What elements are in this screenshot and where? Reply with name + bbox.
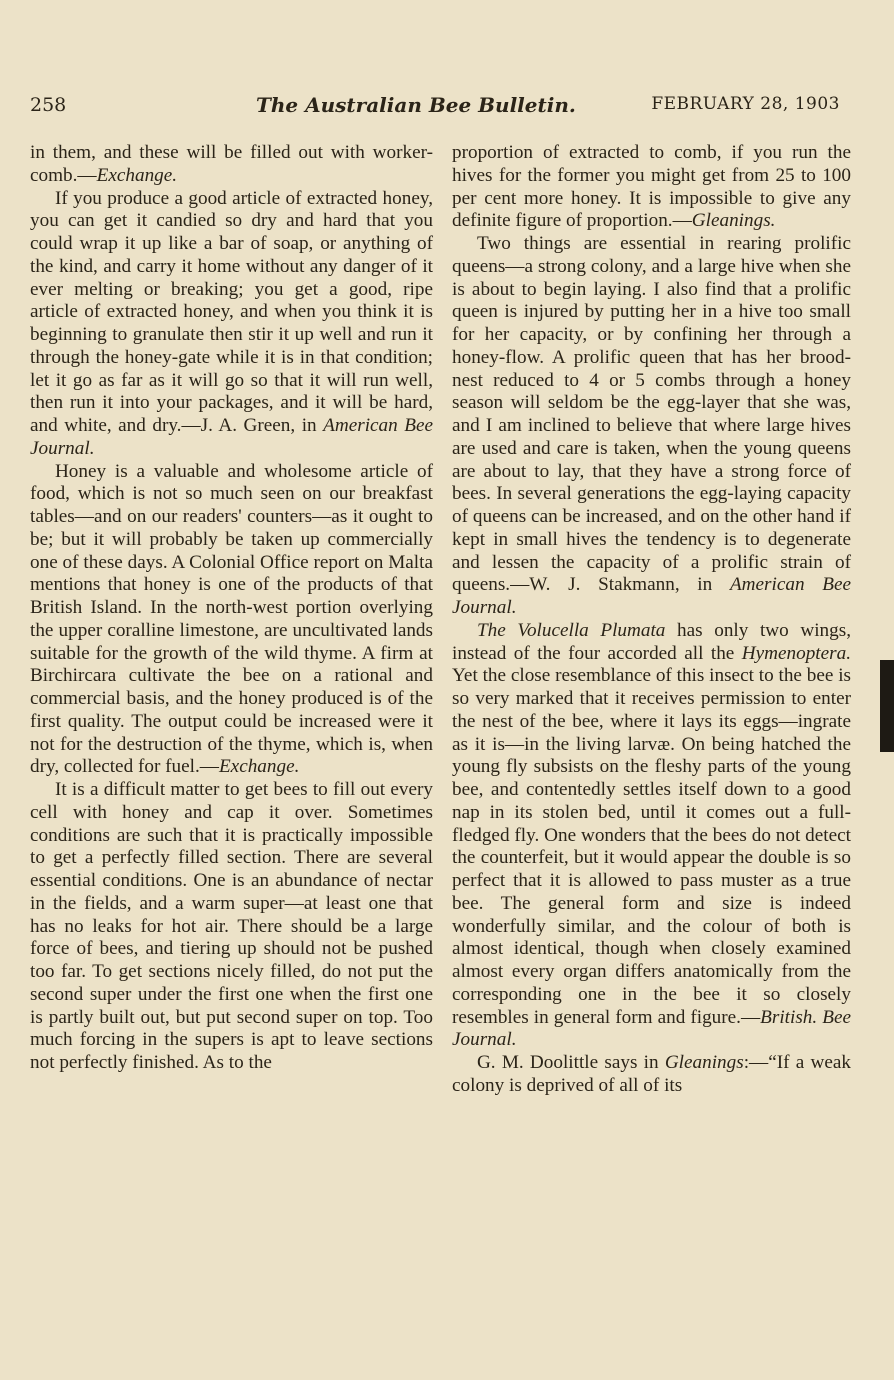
paragraph: Honey is a valuable and wholesome article of food, which is not so much seen on our breakfast tables—and on our readers' counters—as it ought to be; but it will probably be taken up commercially one of these days. A Colonial Office report on Malta mentions that honey is one of the products of that British Island. In the north-west portion overlying the upper coralline limestone, are uncultivated lands suitable for the growth of the wild thyme. A firm at Birchircara cultivate the bee on a rational and commercial basis, and the honey produced is of the first quality. The output could be increased were it not for the destruction of the thyme, which is, when dry, collected for fuel.—Exchange. xyxy=(30,460,433,778)
paragraph: If you produce a good article of extracted honey, you can get it candied so dry and hard that you could wrap it up like a bar of soap, or anything of the kind, and carry it home without any danger of it ever melting or breaking; you get a good, ripe article of extracted honey, and when you think it is beginning to granulate then stir it up well and run it through the honey-gate while it is in that condition; let it go as far as it will go so that it will run well, then run it into your packages, and it will be hard, and white, and dry.—J. A. Green, in American Bee Journal. xyxy=(30,187,433,459)
left-column xyxy=(30,142,433,1075)
publication-title: The Australian Bee Bulletin. xyxy=(256,93,576,117)
page-number: 258 xyxy=(30,94,67,116)
paragraph: G. M. Doolittle says in Gleanings:—“If a weak colony is deprived of all of its xyxy=(452,1052,851,1096)
source-citation: Gleanings. xyxy=(691,210,776,232)
source-citation: Exchange. xyxy=(218,756,300,778)
paragraph: The Volucella Plumata has only two wings, instead of the four accorded all the Hymenoptera. Yet the close resemblance of this insect to the bee is so very marked that it receives permission to enter the nest of the bee, where it lays its eggs—ingrate as it is—in the living larvæ. On being hatched the young fly subsists on the fleshy parts of the young bee, and contentedly settles itself down to a good nap in its stolen bed, until it comes out a full-fledged fly. One wonders that the bees do not detect the counterfeit, but it would appear the double is so perfect that it is allowed to pass muster as a true bee. The general form and size is indeed wonderfully similar, and the colour of both is almost identical, though when closely examined almost every organ differs anatomically from the corresponding one in the bee it so closely resembles in general form and figure.—British. Bee Journal. xyxy=(452,619,852,1051)
paragraph: proportion of extracted to comb, if you run the hives for the former you might get from 25 to 100 per cent more honey. It is impossible to give any definite figure of proportion.—Gleanings. xyxy=(452,142,851,232)
taxon-name: Hymenoptera. xyxy=(741,642,851,664)
paragraph: It is a difficult matter to get bees to fill out every cell with honey and cap it over. Sometimes conditions are such that it is practically impossible to get a perfectly filled section. There are several essential conditions. One is an abundance of nectar in the fields, and a warm super—at least one that has no leaks for hot air. There should be a large force of bees, and tiering up should not be pushed too far. To get sections nicely filled, do not put the second super under the first one when the first one is partly built out, but put second super on top. Too much forcing in the supers is apt to leave sections not perfectly finished. As to the xyxy=(30,779,433,1073)
paragraph: in them, and these will be filled out with worker-comb.—Exchange. xyxy=(30,142,433,186)
source-citation: British. Bee Journal. xyxy=(452,1006,851,1051)
source-citation: American Bee Journal. xyxy=(30,415,433,459)
source-citation: Exchange. xyxy=(96,164,178,186)
issue-date: FEBRUARY 28, 1903 xyxy=(651,94,840,114)
source-citation: American Bee Journal. xyxy=(452,574,852,618)
right-column xyxy=(452,142,851,1098)
page-header xyxy=(30,94,840,124)
source-citation: Gleanings xyxy=(664,1052,744,1073)
page-edge-shadow xyxy=(880,660,894,752)
paragraph: Two things are essential in rearing prolific queens—a strong colony, and a large hive when she is about to begin laying. I also find that a prolific queen is injured by putting her in a hive too small for her capacity, or by confining her through a honey-flow. A prolific queen that has her brood-nest reduced to 4 or 5 combs through a honey season will seldom be the egg-layer that she was, and I am inclined to believe that where large hives are used and care is taken, when the young queens are about to lay, that they have a strong force of bees. In several generations the egg-laying capacity of queens can be increased, and on the other hand if kept in small hives the tendency is to degenerate and lessen the capacity of a prolific strain of queens.—W. J. Stakmann, in American Bee Journal. xyxy=(452,233,852,618)
species-name: The Volucella Plumata xyxy=(476,619,666,641)
